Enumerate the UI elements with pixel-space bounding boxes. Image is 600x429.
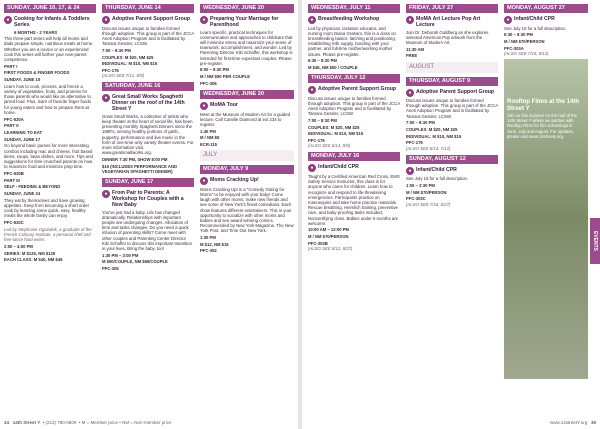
event-time: 1:30 PM <box>200 235 216 241</box>
event-title: Moms Cracking Up! <box>210 177 259 184</box>
page-number: 35 <box>590 420 596 425</box>
event-time: 7:00 – 8:30 PM <box>308 117 337 123</box>
event-price: COUPLES: M $20, NM $25 <box>406 127 458 133</box>
event-time: 10:00 AM – 12:00 PM <box>308 227 350 233</box>
event-price: SERIES: M $125, NM $125 <box>4 250 56 256</box>
date-header: SUNDAY, JUNE 17 <box>102 178 194 187</box>
also-see: (ALSO SEE 8/12, 8/27) <box>308 246 353 252</box>
also-see: (ALSO SEE 7/16, 8/27) <box>406 201 451 207</box>
part-description: They eat by themselves and have growing appetites. Keep from becoming a short order cook by learning some quick, easy, healthy meals the whole family can enjoy. <box>4 197 90 219</box>
month-divider: AUGUST <box>406 62 498 73</box>
part-date: SUNDAY, JUNE 10 <box>4 77 41 83</box>
event-code: PFC-176 <box>102 67 119 73</box>
event-code: PFC-303A <box>504 45 524 51</box>
event-icon: ● <box>406 16 414 24</box>
event-price: INDIVIDUAL: M $10, NM $15 <box>102 61 158 67</box>
event-price: M / NM $70/PERSON <box>406 189 447 195</box>
also-see: (ALSO SEE 6/14, 8/9) <box>308 143 351 149</box>
event-description: Discuss issues unique to families formed through adoption. This group is part of the JCCA Aneti Adoption Program and is facilitated by Tamara Gessler, LCSW. <box>102 25 194 47</box>
part-code: PFC-520A <box>4 116 24 122</box>
rooftop-photo <box>504 59 588 379</box>
part-name: SELF - FEEDING & BEYOND <box>4 184 61 190</box>
event-code: PFC-306 <box>200 80 217 86</box>
event-time: 1:00 – 3:30 PM <box>406 183 435 189</box>
right-column-3 <box>504 0 588 410</box>
month-divider: JULY <box>200 150 294 161</box>
event-description: See July 16 for a full description. <box>504 25 567 31</box>
event-time: 1:30 PM – 3:00 PM <box>102 252 139 258</box>
event-time: 7:00 – 8:30 PM <box>406 120 435 126</box>
part-label: PART I <box>4 63 18 69</box>
section-tab: EVENTS <box>590 218 600 264</box>
event-icon: ● <box>102 16 110 24</box>
date-header: WEDNESDAY, JUNE 20 <box>200 90 294 99</box>
event-code: ECR-115 <box>200 142 217 148</box>
phone-number: (212) 780-0800 <box>45 420 77 425</box>
event-price: INDIVIDUAL: M $10, NM $15 <box>406 133 462 139</box>
event-price: M / NM $70/PERSON <box>308 234 349 240</box>
left-column-2 <box>102 0 194 410</box>
event-title: Great Small Works Spaghetti Dinner on the roof of the 14th Street Y <box>112 94 185 113</box>
event-code: PFC-176 <box>406 140 423 146</box>
event-title: MoMA Art Lecture Pop Art Lecture <box>416 16 481 28</box>
date-header: MONDAY, AUGUST 27 <box>504 4 588 13</box>
right-page <box>302 0 600 429</box>
org-name: 14th Street Y <box>12 420 41 425</box>
event-description: You've just had a baby. Life has changed dramatically. Relationships with important people are undergoing changes. Allocation of time and tasks changes. Do you need a quick infusion of parenting skills? Come meet with other couples and Parenting Center Director Kiki Schaffer to discuss this important transition in your lives. Bring the baby, too! <box>102 209 192 251</box>
event-icon: ● <box>308 16 316 24</box>
page-footer <box>550 420 596 425</box>
event-time: 2:00 – 4:00 PM <box>4 243 33 249</box>
part-code: PFC-520C <box>4 220 24 225</box>
event-description: Led by physician, lactation educator, and nursing mom Diana Graham, this is a class on breastfeeding basics, latching and positioning, establishing milk supply, bonding with your partner, and full-time mother/working mother issues. Please pre-register. <box>308 25 396 57</box>
event-price: $15 (INCLUDES PERFORMANCE AND VEGETARIAN SPAGHETTI DINNER) <box>102 163 177 174</box>
left-column-1 <box>4 0 96 410</box>
event-price: M $45, NM $50 / COUPLE <box>308 64 358 70</box>
part-code: PFC-520B <box>4 170 24 176</box>
part-date: SUNDAY, JUNE 17 <box>4 136 41 142</box>
date-header: WEDNESDAY, JULY 11 <box>308 4 400 13</box>
event-time: 6:30 – 8:30 PM <box>504 32 533 38</box>
event-price: FREE <box>406 53 418 59</box>
left-column-3 <box>200 0 294 410</box>
instructor-credit: Led by Stephanie Ogozalek, a graduate of the French Culinary Institute, a personal chef and free-lance food writer. <box>4 226 92 243</box>
event-icon: ● <box>406 167 414 175</box>
part-date: SUNDAY, JUNE 24 <box>4 190 41 196</box>
event-title: Preparing Your Marriage for Parenthood <box>210 16 279 28</box>
event-icon: ● <box>308 164 316 172</box>
part-label: PART II <box>4 123 19 129</box>
event-time: 1:40 PM <box>200 128 216 134</box>
date-header: THURSDAY, AUGUST 9 <box>406 77 498 86</box>
date-header: SUNDAY, JUNE 10, 17, & 24 <box>4 4 96 13</box>
also-see: (ALSO SEE 7/16, 8/12) <box>504 50 549 56</box>
part-description: Go beyond basic purees for more interesting combos including mac and cheese, fruit based items, soups, bean dishes, and more. Tips and suggestions for time-crunched parents on how to maximize food and minimize prep time. <box>4 143 93 170</box>
date-header: THURSDAY, JULY 12 <box>308 74 400 83</box>
website-url: www.14streetY.org <box>550 420 588 425</box>
event-price: M $50/COUPLE, NM $65/COUPLE <box>102 259 168 265</box>
page-footer: 34 14th Street Y • (212) 780-0800 • M = Member price • NM = Non-member price <box>4 420 172 425</box>
event-time: 8:00 – 9:30 PM <box>200 67 229 73</box>
event-title: Adoptive Parent Support Group <box>318 86 397 93</box>
event-title: Breastfeeding Workshop <box>318 16 380 22</box>
event-description: See July 16 for a full description. <box>406 176 469 182</box>
event-icon: ● <box>4 16 12 24</box>
event-title: Infant/Child CPR <box>318 164 359 171</box>
event-icon: ● <box>308 86 316 94</box>
event-description: Meet at the Museum of Modern Art for a guided lecture. Call Camille Diamond at ext 234 to register. <box>200 111 291 127</box>
event-description: This three-part series will help all moms and dads prepare simple, nutritious meals at home. Whether you are a novice or an experienced cook this series will further your new-parent competence. <box>4 36 94 63</box>
date-header: MONDAY, JULY 16 <box>308 152 400 161</box>
part-name: FIRST FOODS & FINGER FOODS <box>4 70 70 76</box>
event-title: Adoptive Parent Support Group <box>112 16 191 22</box>
date-header: SATURDAY, JUNE 16 <box>102 82 194 91</box>
event-code: PFC-176 <box>308 138 325 144</box>
event-icon: ● <box>200 16 208 24</box>
date-header: WEDNESDAY, JUNE 20 <box>200 4 294 13</box>
event-icon: ● <box>504 16 512 24</box>
event-code: PFC-305 <box>102 266 119 272</box>
event-code: PFC-303C <box>406 196 426 202</box>
event-icon: ● <box>200 177 208 185</box>
date-header: FRIDAY, JULY 27 <box>406 4 498 13</box>
event-description: Discuss issues unique to families formed through adoption. This group is part of the JCCA Aneti Adoption Program and is facilitated by Tamara Gessler, LCSW. <box>406 98 498 119</box>
price-legend: M = Member price • NM = Non-member price <box>81 420 172 425</box>
event-time: 6:30 – 8:30 PM <box>308 58 337 64</box>
event-title: MoMA Tour <box>210 102 238 109</box>
event-description: Discuss issues unique to families formed through adoption. This group is part of the JCCA Aneti Adoption Program and is facilitated by Tamara Gessler, LCSW. <box>308 95 400 117</box>
event-code: PFC-352 <box>200 248 217 254</box>
event-price: COUPLES: M $20, NM $25 <box>102 54 154 60</box>
event-subtitle: 6 MONTHS - 2 YEARS <box>14 29 58 35</box>
event-price: M / NM $5 <box>200 135 220 141</box>
also-see: (ALSO SEE 6/14, 7/12) <box>406 145 451 151</box>
rooftop-description: Join us this summer on the roof of the 14th Street Y where we partner with Rooftop Films for film screenings in June, July and August. For updates, please visit www.14streety.org. <box>507 113 578 139</box>
event-time: 11:30 AM <box>406 46 424 52</box>
event-price: M $12, NM $15 <box>200 241 229 247</box>
event-price: M / NM $70/PERSON <box>504 38 545 44</box>
event-price: EACH CLASS: M $40, NM $45 <box>4 257 63 263</box>
event-description: Moms Cracking Up! is a "Comedy Outing for Moms" to be enjoyed with your baby! Come laugh with other moms, make new friends and see some of New York's finest comedians. Each show features different entertainers. This is your opportunity to socialize with other moms and babies and see award-winning comics. Recommended by New York Magazine, The New York Post, and Time Out New York. <box>200 186 294 234</box>
event-title: Cooking for Infants & Toddlers Series <box>14 16 90 28</box>
event-icon: ● <box>102 94 110 102</box>
event-icon: ● <box>406 89 414 97</box>
event-description: Learn specific, practical techniques for communication and approaches to childcare that will minimize stress and maximize your sense of teamwork, accomplishment, and wonder. Led by Parenting Director Kiki Schaffer, this workshop is intended for first-time expectant couples. Please pre-register. <box>200 29 293 66</box>
date-header: SUNDAY, AUGUST 12 <box>406 155 498 164</box>
right-column-1 <box>308 0 400 410</box>
event-price: COUPLES: M $20, NM $25 <box>308 124 360 130</box>
part-label: PART III <box>4 177 20 183</box>
event-price: M / NM $50 PER COUPLE <box>200 74 251 80</box>
page-number: 34 <box>4 420 10 425</box>
part-description: Learn how to cook, process, and freeze a variety of vegetables, fruits, and proteins for those parents who would like an alternative to jarred food. Plus, learn of favorite finger foods for young eaters and how to prepare them at home. <box>4 83 91 115</box>
part-name: LEARNING TO EAT <box>4 129 42 135</box>
also-see: (ALSO SEE 7/12, 8/9) <box>102 73 145 79</box>
event-code: PFC-303B <box>308 240 328 246</box>
rooftop-title: Rooftop Films at the 14th Street Y <box>507 99 579 113</box>
left-page <box>0 0 298 429</box>
event-title: Infant/Child CPR <box>514 16 555 22</box>
event-price: INDIVIDUAL: M $10, NM $15 <box>308 131 364 137</box>
right-column-2 <box>406 0 498 410</box>
event-title: Adoptive Parent Support Group <box>416 88 495 95</box>
event-description: Great Small Works, a collective of artists who keep theater at the heart of social life, has been presenting monthly Spaghetti Dinners since the 1980's, serving healthy portions of garlic, puppetry, performance and live music in the form of one-time-only variety theater events. For more information visit, www.greatsmallworks.org. <box>102 113 194 156</box>
event-icon: ● <box>102 190 110 198</box>
date-header: MONDAY, JULY 9 <box>200 165 294 174</box>
event-title: Infant/Child CPR <box>416 166 457 173</box>
event-title: From Pair to Parents: A Workshop for Couples with a New Baby <box>112 190 184 209</box>
event-time: DINNER 7:30 PM, SHOW 8:00 PM <box>102 156 168 162</box>
event-description: Taught by a Certified American Red Cross, EMS Safety Service Instructor, this class is for anyone who cares for children. Learn how to recognize and respond to life-threatening emergencies. Participants practice on mannequins and take home practice materials. Rescue breathing, Heimlich training, preventive care, and baby-proofing tasks included. Noncertifying class. Babies under 6 months are welcome. <box>308 173 400 226</box>
date-header: THURSDAY, JUNE 14 <box>102 4 194 13</box>
event-icon: ● <box>200 102 208 110</box>
event-description: Join Dr. Deborah Goldberg as she explores selected American Pop artwork from the Museum of Modern Art. <box>406 29 489 45</box>
event-time: 7:00 – 8:30 PM <box>102 47 131 53</box>
